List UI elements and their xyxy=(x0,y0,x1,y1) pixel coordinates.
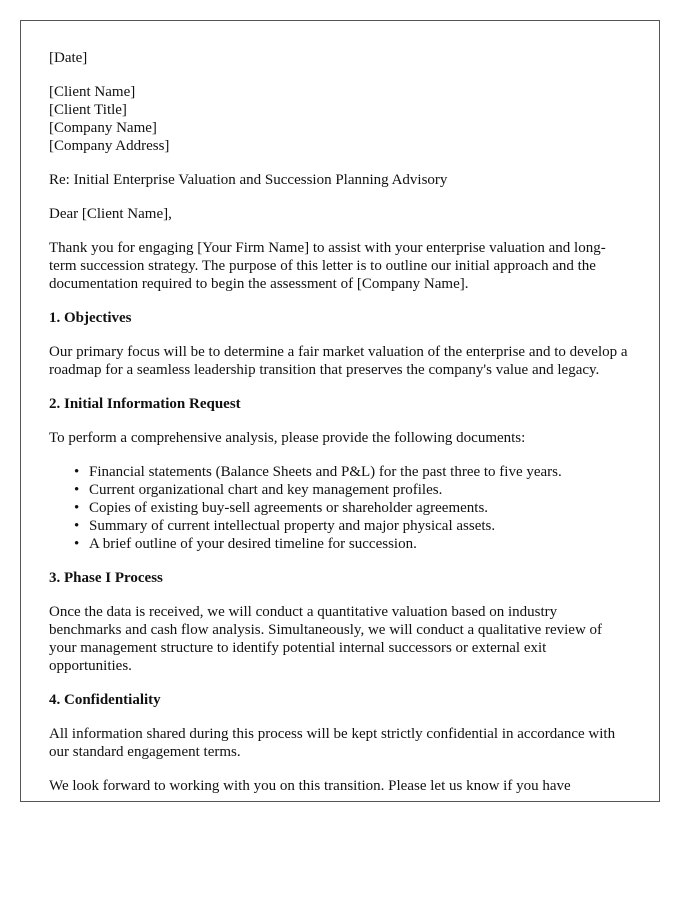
confidentiality-heading: 4. Confidentiality xyxy=(49,692,161,708)
bullet-icon: • xyxy=(74,500,80,516)
recipient-block xyxy=(49,83,631,155)
letter-intro: Thank you for engaging [Your Firm Name] to assist with your enterprise valuation and long-term succession strategy. The purpose of this letter is to outline our initial approach and the documentation required to begin the assessment of [Company Name]. xyxy=(49,240,606,292)
info-request-body: To perform a comprehensive analysis, please provide the following documents: xyxy=(49,430,526,446)
closing-paragraph: We look forward to working with you on this transition. Please let us know if you have xyxy=(49,778,571,794)
bullet-icon: • xyxy=(74,482,80,498)
recipient-company: [Company Name] xyxy=(49,120,157,136)
recipient-address: [Company Address] xyxy=(49,138,170,154)
bullet-icon: • xyxy=(74,464,80,480)
recipient-name: [Client Name] xyxy=(49,84,136,100)
letter-salutation: Dear [Client Name], xyxy=(49,206,172,222)
objectives-heading: 1. Objectives xyxy=(49,310,132,326)
objectives-body: Our primary focus will be to determine a fair market valuation of the enterprise and to develop a roadmap for a seamless leadership transition that preserves the company's value and legacy. xyxy=(49,344,628,378)
bullet-icon: • xyxy=(74,536,80,552)
confidentiality-body: All information shared during this process will be kept strictly confidential in accordance with our standard engagement terms. xyxy=(49,726,616,760)
letter-page xyxy=(20,20,660,802)
process-body: Once the data is received, we will conduct a quantitative valuation based on industry benchmarks and cash flow analysis. Simultaneously, we will conduct a qualitative review of your management structure to identify potential internal successors or external exit opportunities. xyxy=(49,604,603,674)
list-item: • Current organizational chart and key management profiles. xyxy=(74,482,443,498)
letter-subject: Re: Initial Enterprise Valuation and Succession Planning Advisory xyxy=(49,172,448,188)
process-heading: 3. Phase I Process xyxy=(49,570,163,586)
list-item: • Financial statements (Balance Sheets and P&L) for the past three to five years. xyxy=(74,464,562,480)
letter-date: [Date] xyxy=(49,50,88,66)
bullet-icon: • xyxy=(74,518,80,534)
list-item: • Copies of existing buy-sell agreements or shareholder agreements. xyxy=(74,500,489,516)
recipient-title: [Client Title] xyxy=(49,102,127,118)
list-item: • Summary of current intellectual property and major physical assets. xyxy=(74,518,496,534)
list-item: • A brief outline of your desired timeline for succession. xyxy=(74,536,417,552)
info-request-heading: 2. Initial Information Request xyxy=(49,396,241,412)
document-list xyxy=(49,463,631,553)
